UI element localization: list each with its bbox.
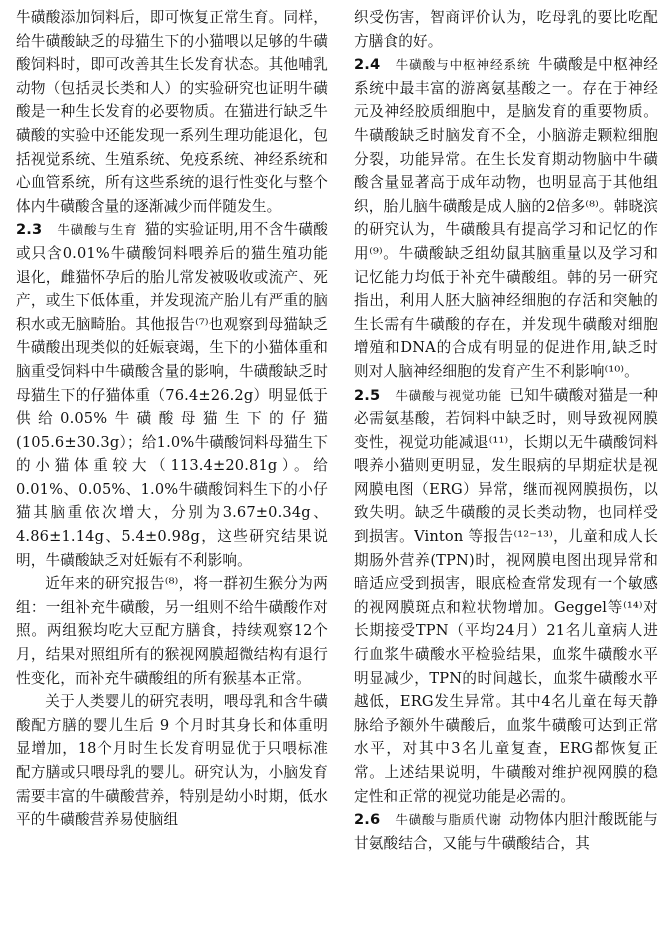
section-text: 牛磺酸是中枢神经系统中最丰富的游离氨基酸之一。存在于神经元及神经胶质细胞中，是脑发育的重要物质。牛磺酸缺乏时脑发育不全，小脑游走颗粒细胞分裂，功能异常。在生长发育期动物脑中牛磺酸含量显著高于成年动物，也明显高于其他组织，胎儿脑牛磺酸是成人脑的2倍多⁽⁸⁾。韩晓滨的研究认为，牛磺酸具有提高学习和记忆的作用⁽⁹⁾。牛磺酸缺乏组幼鼠其脑重量以及学习和记忆能力均低于补充牛磺酸组。韩的另一研究指出，利用人胚大脑神经细胞的存活和突触的生长需有牛磺酸的存在，并发现牛磺酸对细胞增殖和DNA的合成有明显的促进作用,缺乏时则对人脑神经细胞的发育产生不利影响⁽¹⁰⁾。 bbox=[354, 56, 659, 380]
section-title: 牛磺酸与生育 bbox=[57, 222, 138, 238]
section-text: 猫的实验证明,用不含牛磺酸或只含0.01%牛磺酸饲料喂养后的猫生殖功能退化，雌猫怀孕后的胎儿常发被吸收或流产、死产，或生下低体重，并发现流产胎儿有严重的脑积水或无脑畸胎。其他报告⁽⁷⁾也观察到母猫缺乏牛磺酸出现类似的妊娠衰竭，生下的小猫体重和脑重受饲料中牛磺酸含量的影响，牛磺酸缺乏时母猫生下的仔猫体重（76.4±26.2g）明显低于供给0.05%牛磺酸母猫生下的仔猫(105.6±30.3g）；给1.0%牛磺酸饲料母猫生下的小猫体重较大（113.4±20.81g）。给0.01%、0.05%、1.0%牛磺酸饲料生下的小仔猫其脑重依次增大，分别为3.67±0.34g、4.86±1.14g、5.4±0.98g，这些研究结果说明，牛磺酸缺乏对妊娠有不利影响。 bbox=[16, 221, 328, 569]
section-title: 牛磺酸与中枢神经系统 bbox=[395, 57, 531, 73]
section-number: 2.4 bbox=[354, 56, 381, 74]
section-title: 牛磺酸与视觉功能 bbox=[395, 387, 502, 403]
body-paragraph: 近年来的研究报告⁽⁸⁾，将一群初生猴分为两组：一组补充牛磺酸，另一组则不给牛磺酸作对照。两组猴均吃大豆配方膳食，持续观察12个月，结果对照组所有的猴视网膜超微结构有退行性变化，而补充牛磺酸组的所有猴基本正常。 bbox=[16, 575, 328, 687]
body-paragraph: 织受伤害，智商评价认为，吃母乳的要比吃配方膳食的好。 bbox=[354, 9, 658, 50]
section-number: 2.6 bbox=[354, 811, 381, 829]
section-text: 已知牛磺酸对猫是一种必需氨基酸，若饲料中缺乏时，则导致视网膜变性，视觉功能减退⁽¹¹⁾，长期以无牛磺酸饲料喂养小猫则更明显，发生眼病的早期症状是视网膜电图（ERG）异常，继而视网膜损伤，以致失明。缺乏牛磺酸的灵长类动物，也同样受到损害。Vinton 等报告⁽¹²⁻¹³⁾，儿童和成人长期肠外营养(TPN)时，视网膜电图出现异常和暗适应受到损害，眼底检查常发现有一个敏感的视网膜斑点和粒状物增加。Geggel等⁽¹⁴⁾对长期接受TPN（平均24月）21名儿童病人进行血浆牛磺酸水平检验结果，血浆牛磺酸水平明显减少，TPN的时间越长，血浆牛磺酸水平越低，ERG发生异常。其中4名儿童在每天静脉给予额外牛磺酸后，血浆牛磺酸可达到正常水平，对其中3名儿童复查，ERG都恢复正常。上述结果说明，牛磺酸对维护视网膜的稳定性和正常的视觉功能是必需的。 bbox=[354, 386, 658, 805]
body-paragraph: 牛磺酸添加饲料后，即可恢复正常生育。同样，给牛磺酸缺乏的母猫生下的小猫喂以足够的牛磺酸饲料时，即可改善其生长发育状态。其他哺乳动物（包括灵长类和人）的实验研究也证明牛磺酸是一种生长发育的必要物质。在猫进行缺乏牛磺酸的实验中还能发现一系列生理功能退化，包括视觉系统、生殖系统、免疫系统、神经系统和心血管系统，所有这些系统的退行性变化与整个体内牛磺酸含量的逐渐减少而伴随发生。 bbox=[16, 9, 328, 215]
section-2-4 bbox=[354, 53, 658, 383]
section-2-5 bbox=[354, 384, 658, 809]
section-2-6 bbox=[354, 808, 658, 855]
section-number: 2.3 bbox=[16, 221, 43, 239]
right-column bbox=[354, 6, 658, 855]
section-number: 2.5 bbox=[354, 386, 381, 404]
section-2-3 bbox=[16, 218, 328, 572]
section-text: 动物体内胆汁酸既能与甘氨酸结合，又能与牛磺酸结合，其 bbox=[354, 811, 658, 852]
left-column bbox=[16, 6, 328, 832]
body-paragraph: 关于人类婴儿的研究表明，喂母乳和含牛磺酸配方膳的婴儿生后 9 个月时其身长和体重明显增加，18个月时生长发育明显优于只喂标准配方膳或只喂母乳的婴儿。研究认为，小脑发育需要丰富的牛磺酸营养，特别是幼小时期，低水平的牛磺酸营养易使脑组 bbox=[16, 693, 328, 829]
section-title: 牛磺酸与脂质代谢 bbox=[395, 812, 502, 828]
